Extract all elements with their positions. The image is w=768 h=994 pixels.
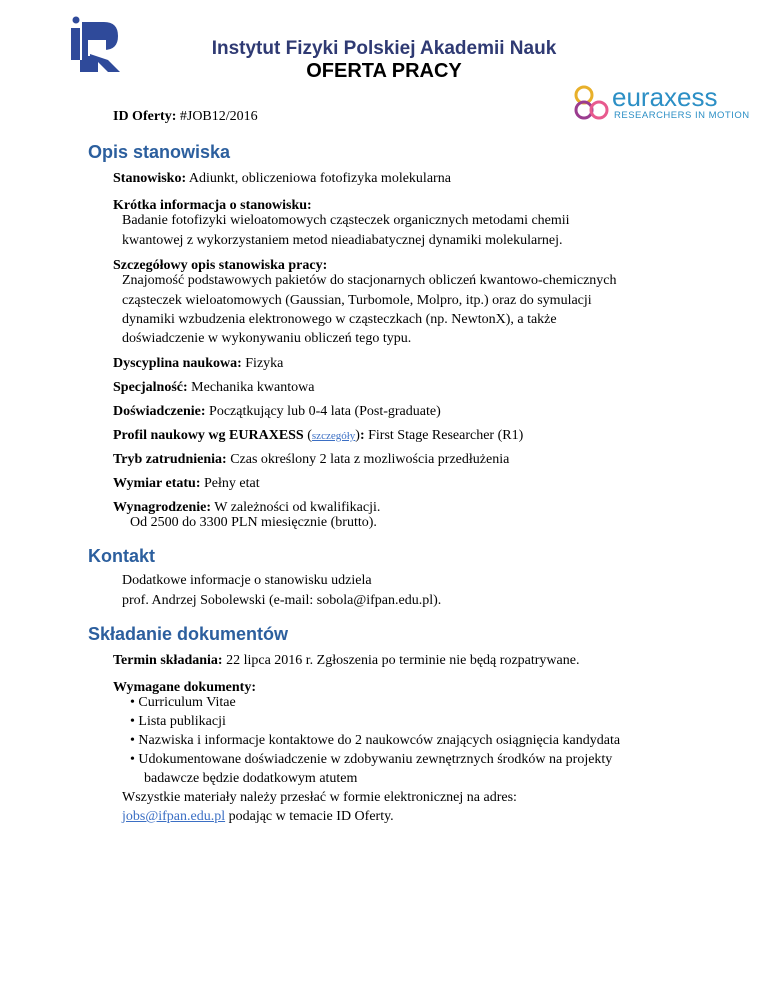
offer-id-label: ID Oferty: (113, 109, 177, 124)
doc-item: • Lista publikacji (130, 714, 226, 729)
value: Czas określony 2 lata z mozliwościa przedłużenia (230, 452, 510, 467)
fte (113, 475, 260, 493)
value: First Stage Researcher (R1) (368, 428, 524, 443)
detail-line: cząsteczek wieloatomowych (Gaussian, Turbomole, Molpro, itp.) oraz do symulacji (122, 293, 592, 308)
value: podając w temacie ID Oferty. (228, 809, 394, 824)
deadline (113, 652, 579, 670)
offer-id (113, 108, 258, 126)
euraxess-rings-icon (572, 84, 612, 120)
section-heading-application: Składanie dokumentów (88, 624, 289, 644)
experience (113, 403, 441, 421)
contact-line: Dodatkowe informacje o stanowisku udziela (122, 573, 372, 588)
salary-range: Od 2500 do 3300 PLN miesięcznie (brutto). (130, 515, 377, 530)
detail-line: dynamiki wzbudzenia elektronowego w cząsteczkach (np. NewtonX), a także (122, 312, 557, 327)
label: Tryb zatrudnienia: (113, 452, 227, 467)
euraxess-logo[interactable] (572, 82, 750, 124)
euraxess-tagline: RESEARCHERS IN MOTION (614, 110, 750, 121)
offer-id-value: #JOB12/2016 (179, 109, 258, 124)
label: Stanowisko: (113, 171, 187, 186)
specialty (113, 379, 314, 397)
value: Adiunkt, obliczeniowa fotofizyka molekularna (188, 171, 451, 186)
value: Początkujący lub 0-4 lata (Post-graduate) (209, 404, 441, 419)
research-profile: Profil naukowy wg EURAXESS (szczegóły): First Stage Researcher (R1) (113, 428, 524, 443)
value: 22 lipca 2016 r. Zgłoszenia po terminie nie będą rozpatrywane. (226, 653, 580, 668)
doc-item: • Udokumentowane doświadczenie w zdobywaniu zewnętrznych środków na projekty (130, 752, 613, 767)
short-info-label: Krótka informacja o stanowisku: (113, 198, 312, 213)
send-address (122, 808, 394, 826)
short-info-line: Badanie fotofizyki wieloatomowych cząsteczek organicznych metodami chemii (122, 213, 570, 228)
value: W zależności od kwalifikacji. (214, 500, 381, 515)
send-instruction: Wszystkie materiały należy przesłać w formie elektronicznej na adres: (122, 790, 517, 805)
jobs-email-link[interactable]: jobs@ifpan.edu.pl (122, 809, 226, 824)
label: Wymiar etatu: (113, 476, 201, 491)
contact-line: prof. Andrzej Sobolewski (e-mail: sobola@ifpan.edu.pl). (122, 593, 442, 608)
profile-details-link[interactable]: szczegóły (311, 430, 356, 442)
label: Specjalność: (113, 380, 188, 395)
label: Profil naukowy wg EURAXESS (113, 428, 304, 443)
discipline (113, 355, 283, 373)
short-info-line: kwantowej z wykorzystaniem metod nieadiabatycznej dynamiki molekularnej. (122, 233, 563, 248)
euraxess-word: euraxess (612, 82, 718, 112)
value: Pełny etat (203, 476, 260, 491)
label: Termin składania: (113, 653, 223, 668)
label: Wynagrodzenie: (113, 500, 211, 515)
value: Mechanika kwantowa (191, 380, 315, 395)
value: Fizyka (245, 356, 284, 371)
position-title (113, 170, 451, 188)
label: Dyscyplina naukowa: (113, 356, 242, 371)
detail-line: doświadczenie w wykonywaniu obliczeń tego typu. (122, 331, 412, 346)
detail-line: Znajomość podstawowych pakietów do stacjonarnych obliczeń kwantowo-chemicznych (122, 273, 617, 288)
doc-item: • Curriculum Vitae (130, 695, 236, 710)
doc-item: • Nazwiska i informacje kontaktowe do 2 naukowców znających osiągnięcia kandydata (130, 733, 621, 748)
label: Doświadczenie: (113, 404, 206, 419)
offer-title: OFERTA PRACY (306, 60, 462, 82)
employment-mode (113, 451, 509, 469)
doc-item-continuation: badawcze będzie dodatkowym atutem (144, 771, 358, 786)
institute-name: Instytut Fizyki Polskiej Akademii Nauk (211, 38, 557, 59)
required-docs-label: Wymagane dokumenty: (113, 680, 256, 695)
section-heading-contact: Kontakt (88, 546, 155, 566)
detail-label: Szczegółowy opis stanowiska pracy: (113, 258, 328, 273)
section-heading-position: Opis stanowiska (88, 142, 231, 162)
